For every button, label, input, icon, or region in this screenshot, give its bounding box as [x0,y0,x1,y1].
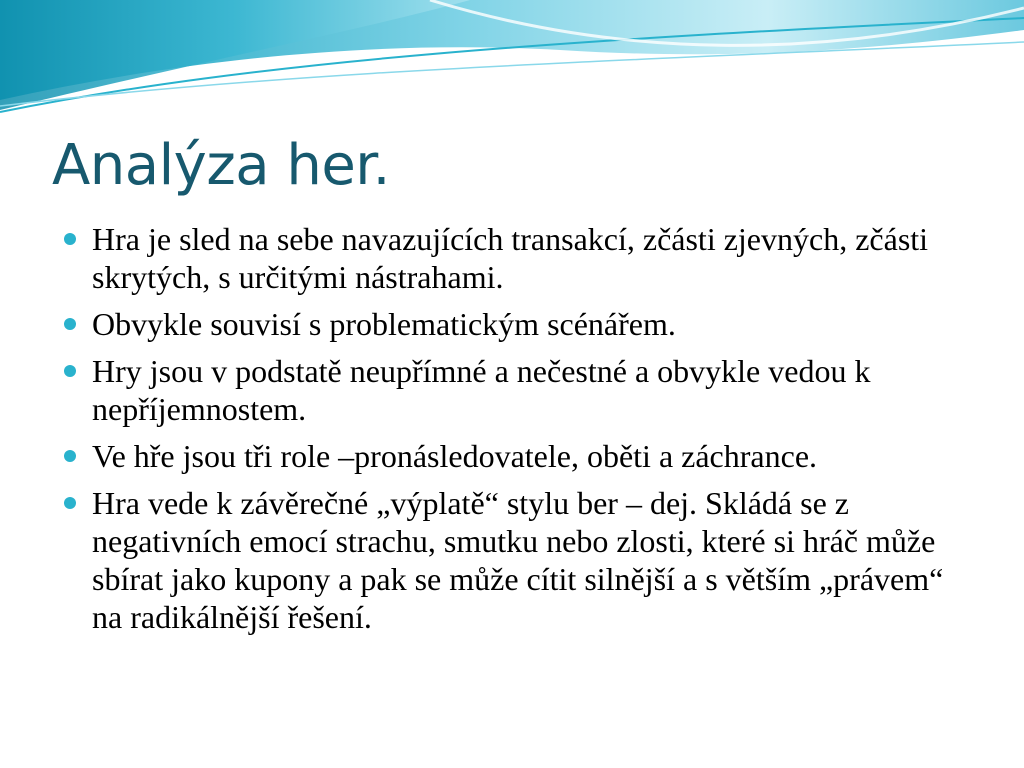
bullet-text: Hra je sled na sebe navazujících transakcí, zčásti zjevných, zčásti skrytých, s určitými nástrahami. [92,221,929,295]
bullet-item [64,305,964,343]
bullet-item [64,352,964,428]
slide-title: Analýza her. [52,133,390,198]
bullet-item [64,437,964,475]
bullet-dot-icon [64,318,76,330]
header-wave-decoration [0,0,1024,130]
bullet-dot-icon [64,450,76,462]
bullet-text: Hry jsou v podstatě neupřímné a nečestné a obvykle vedou k nepříjemnostem. [92,353,871,427]
bullet-text: Hra vede k závěrečné „výplatě“ stylu ber – dej. Skládá se z negativních emocí strachu, smutku nebo zlosti, které si hráč může sbírat jako kupony a pak se může cítit silnější a s větším „právem“ na radikálnější řešení. [92,485,944,635]
bullet-list [64,220,964,645]
bullet-text: Ve hře jsou tři role –pronásledovatele, oběti a záchrance. [92,438,818,474]
bullet-item [64,220,964,296]
bullet-item [64,484,964,636]
bullet-dot-icon [64,365,76,377]
bullet-dot-icon [64,497,76,509]
bullet-dot-icon [64,233,76,245]
bullet-text: Obvykle souvisí s problematickým scénářem. [92,306,676,342]
